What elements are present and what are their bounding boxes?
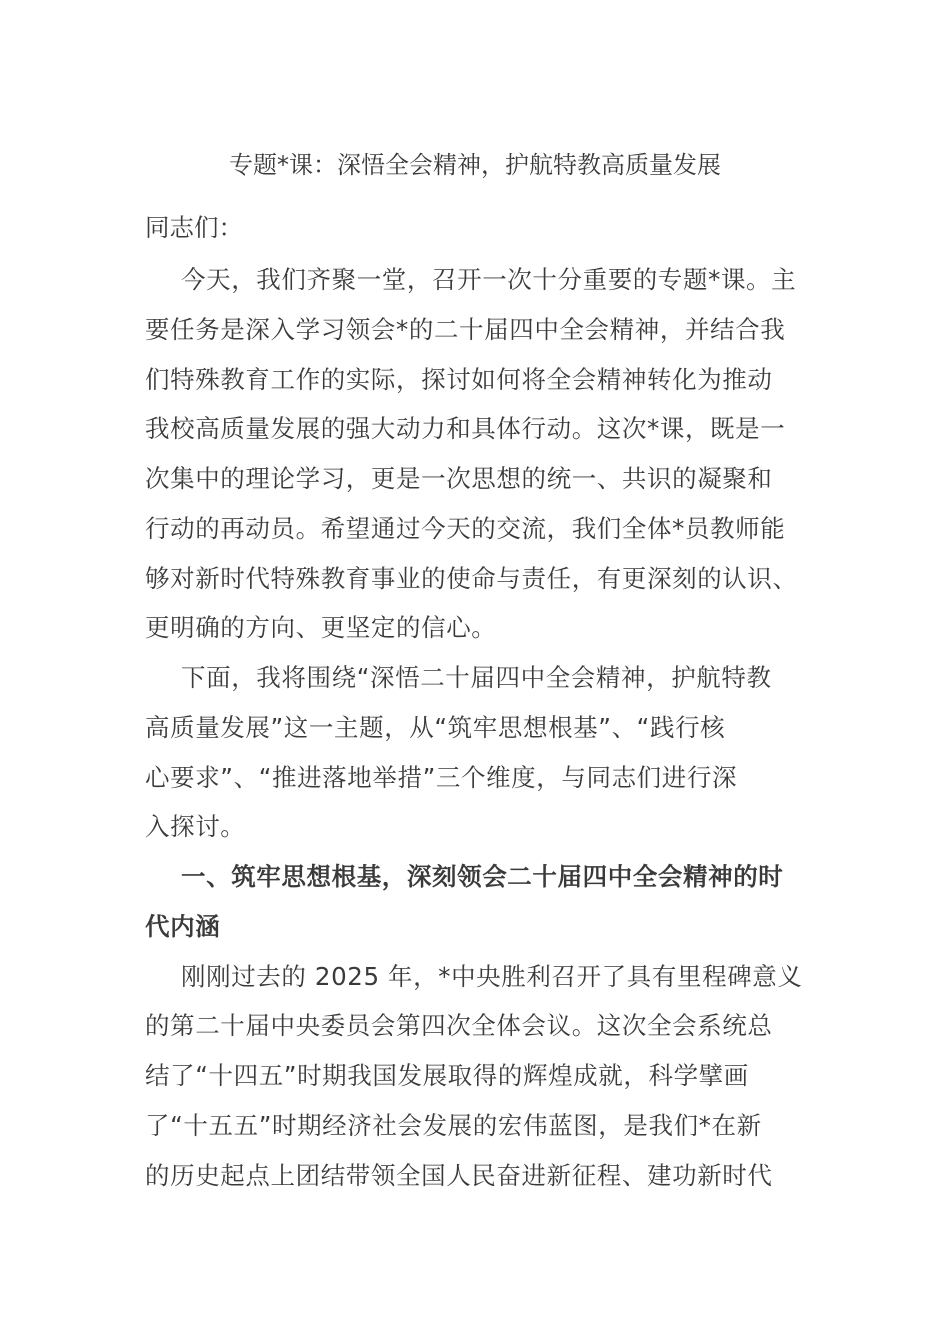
text-line: 够对新时代特殊教育事业的使命与责任，有更深刻的认识、 [145, 563, 798, 593]
document-title: 专题*课：深悟全会精神，护航特教高质量发展 [229, 151, 721, 179]
heading-line: 代内涵 [145, 911, 221, 941]
document-body [145, 255, 825, 1200]
text-line: 今天，我们齐聚一堂，召开一次十分重要的专题*课。主 [181, 265, 797, 294]
section-heading-1 [145, 852, 825, 952]
greeting: 同志们： [145, 213, 243, 242]
text-line: 高质量发展”这一主题，从“筑牢思想根基”、“践行核 [145, 712, 726, 742]
text-line: 次集中的理论学习，更是一次思想的统一、共识的凝聚和 [145, 464, 773, 493]
text-line: 要任务是深入学习领会*的二十届四中全会精神，并结合我 [145, 314, 786, 344]
heading-line: 一、筑牢思想根基，深刻领会二十届四中全会精神的时 [181, 862, 784, 891]
paragraph-intro [145, 255, 825, 653]
text-line: 的第二十届中央委员会第四次全体会议。这次全会系统总 [145, 1011, 773, 1041]
text-line: 入探讨。 [145, 812, 246, 842]
text-line: 的历史起点上团结带领全国人民奋进新征程、建功新时代 [145, 1160, 773, 1190]
text-line: 下面，我将围绕“深悟二十届四中全会精神，护航特教 [181, 663, 772, 692]
text-line: 心要求”、“推进落地举措”三个维度，与同志们进行深 [145, 762, 738, 792]
paragraph-section-1 [145, 952, 825, 1201]
text-line: 了“十五五”时期经济社会发展的宏伟蓝图，是我们*在新 [145, 1110, 762, 1140]
text-line: 们特殊教育工作的实际，探讨如何将全会精神转化为推动 [145, 364, 773, 394]
text-line: 我校高质量发展的强大动力和具体行动。这次*课，既是一 [145, 414, 786, 444]
text-line: 结了“十四五”时期我国发展取得的辉煌成就，科学擘画 [145, 1061, 749, 1090]
paragraph-outline [145, 653, 825, 852]
text-line: 更明确的方向、更坚定的信心。 [145, 613, 497, 643]
text-line: 行动的再动员。希望通过今天的交流，我们全体*员教师能 [145, 513, 786, 543]
text-line: 刚刚过去的 2025 年，*中央胜利召开了具有里程碑意义 [181, 961, 803, 991]
